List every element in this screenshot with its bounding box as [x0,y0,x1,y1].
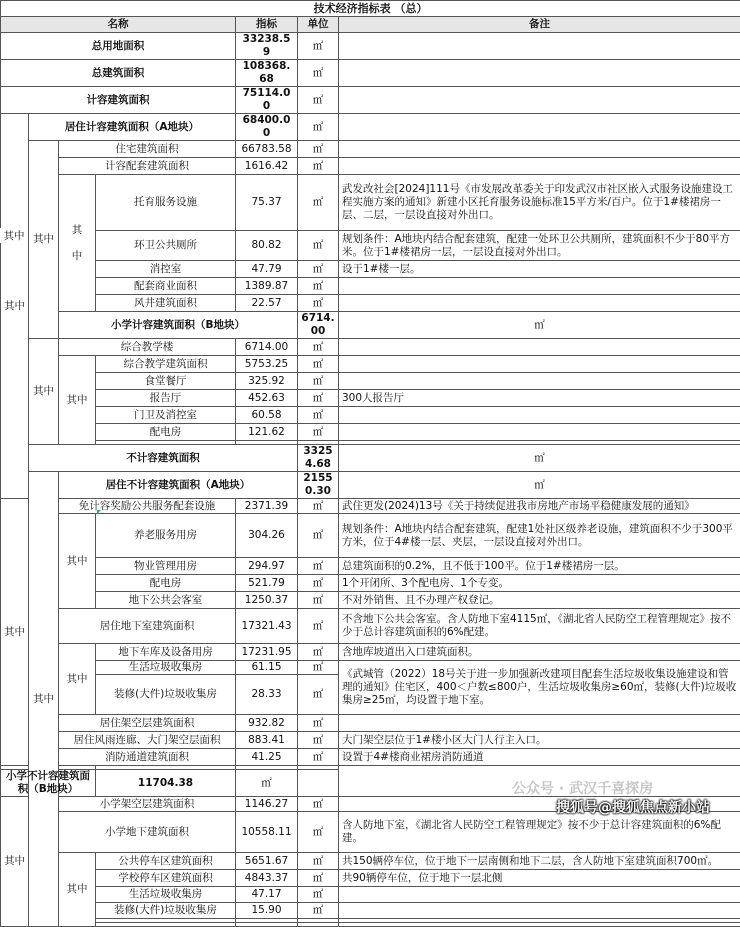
row-note: 共150辆停车位，位于地下一层南侧和地下二层，含人防地下室建筑面积700㎡。 [339,853,740,870]
row-name: 装修(大件)垃圾收集房 [96,903,236,919]
row-unit: ㎡ [298,558,339,575]
row-note: 300人报告厅 [339,390,740,407]
row-name: 不计容建筑面积 [29,445,298,472]
row-unit: ㎡ [298,749,339,766]
group-label-nonfar: 其中 [29,472,59,927]
row-unit: ㎡ [339,312,740,339]
row-value: 22.57 [236,295,298,312]
row-value: 21550.30 [298,472,339,499]
row-note: 武发改社会[2024]111号《市发展改革委关于印发武汉市社区嵌入式服务设施建设工程实施方案的通知》新建小区托育服务设施标准15平方米/百户。位于1#楼裙房一层、二层，一层设直接对外出口。 [339,175,740,231]
row-name: 门卫及消控室 [96,407,236,424]
row-unit: ㎡ [298,903,339,919]
row-unit: ㎡ [339,445,740,472]
row-unit: ㎡ [298,278,339,295]
group-label-school: 其中 [29,339,59,445]
row-note: 不对外销售、且不办理产权登记。 [339,592,740,609]
row-note: 设于1#楼一层。 [339,261,740,278]
row-note: 含地库坡道出入口建筑面积。 [339,644,740,661]
row-value: 33254.68 [298,445,339,472]
row-name: 消控室 [96,261,236,278]
row-unit: ㎡ [298,499,339,514]
row-name: 物业管理用房 [96,558,236,575]
header-index: 指标 [236,17,298,33]
row-unit: ㎡ [339,472,740,499]
row-unit: ㎡ [298,797,339,812]
row-value: 47.17 [236,887,298,903]
row-note [339,715,740,732]
row-value: 15.90 [236,903,298,919]
row-unit: ㎡ [298,732,339,749]
row-note [339,278,740,295]
row-name: 住宅建筑面积 [59,141,236,158]
row-name: 学校停车区建筑面积 [96,870,236,887]
row-value: 6714.00 [298,312,339,339]
row-note: 设置于4#楼商业裙房消防通道 [339,749,740,766]
header-note: 备注 [339,17,740,33]
row-unit: ㎡ [298,339,339,356]
row-unit: ㎡ [298,424,339,441]
row-note [339,356,740,373]
row-unit: ㎡ [298,261,339,278]
row-note [339,407,740,424]
row-note [339,373,740,390]
row-note [339,141,740,158]
row-name: 生活垃圾收集房 [96,887,236,903]
row-name: 小学地下建筑面积 [59,812,236,853]
row-value: 68400.00 [236,114,298,141]
row-unit: ㎡ [298,407,339,424]
row-unit: ㎡ [298,514,339,558]
row-note [339,87,740,114]
row-unit: ㎡ [298,675,339,715]
row-name: 居住计容建筑面积（A地块） [29,114,236,141]
row-name: 配电房 [96,575,236,592]
row-name: 小学不计容建筑面积（B地块） [1,770,96,797]
row-unit: ㎡ [236,770,298,797]
row-value: 5651.67 [236,853,298,870]
group-label-support: 其 中 [59,175,96,312]
row-note: 总建筑面积的0.2%，且不低于100平。位于1#楼裙房一层。 [339,558,740,575]
group-label-school-base: 其中 [59,853,96,927]
row-note [339,114,740,141]
row-unit: ㎡ [298,390,339,407]
row-unit: ㎡ [298,295,339,312]
row-unit: ㎡ [298,609,339,644]
row-value: 452.63 [236,390,298,407]
row-value: 1146.27 [236,797,298,812]
row-unit: ㎡ [298,60,339,87]
row-unit: ㎡ [298,141,339,158]
row-value: 883.41 [236,732,298,749]
row-unit: ㎡ [298,812,339,853]
group-label-teaching: 其中 [59,356,96,445]
row-value: 80.82 [236,231,298,261]
row-note [339,903,740,919]
row-unit: ㎡ [298,114,339,141]
row-name: 小学计容建筑面积（B地块） [59,312,298,339]
row-note [339,158,740,175]
row-unit: ㎡ [298,644,339,661]
row-unit: ㎡ [298,592,339,609]
row-note [339,60,740,87]
row-unit: ㎡ [298,356,339,373]
row-value: 28.33 [236,675,298,715]
row-value: 33238.59 [236,33,298,60]
row-note: 规划条件：A地块内结合配套建筑，配建一处环卫公共厕所，建筑面积不少于80平方米。位于1#楼裙房一层，一层设直接对外出口。 [339,231,740,261]
group-label-far: 其中 [1,114,29,499]
row-name: 养老服务用房 [96,514,236,558]
row-value: 11704.38 [96,770,236,797]
row-note: 1个开闭所、3个配电房、1个专变。 [339,575,740,592]
group-label-res: 其中 [29,141,59,339]
row-note [339,295,740,312]
row-note [339,33,740,60]
row-unit: ㎡ [298,175,339,231]
group-label-exempt: 其中 [59,514,96,609]
row-note [339,424,740,441]
row-unit: ㎡ [298,870,339,887]
row-note: 大门架空层位于1#楼小区大门人行主入口。 [339,732,740,749]
row-value: 304.26 [236,514,298,558]
row-name: 环卫公共厕所 [96,231,236,261]
row-name: 小学架空层建筑面积 [59,797,236,812]
group-label-basement: 其中 [59,644,96,715]
row-name: 居住风雨连廊、大门架空层面积 [59,732,236,749]
cell-marker-icon [97,510,101,514]
row-value: 1616.42 [236,158,298,175]
row-unit: ㎡ [298,887,339,903]
group-label-res-nonfar: 其中 [1,499,29,766]
watermark-bottom: 搜狐号@搜狐焦点新小站 [556,797,710,817]
row-name: 食堂餐厅 [96,373,236,390]
row-value: 521.79 [236,575,298,592]
row-unit: ㎡ [298,853,339,870]
row-name: 地下车库及设备用房 [96,644,236,661]
row-note: 不含地下公共会客室。含人防地下室4115㎡，《湖北省人民防空工程管理规定》按不少于总计容建筑面积的6%配建。 [339,609,740,644]
row-value: 108368.68 [236,60,298,87]
row-unit: ㎡ [298,373,339,390]
row-note: 含人防地下室，《湖北省人民防空工程管理规定》按不少于总计容建筑面积的6%配建。 [339,812,740,853]
row-unit: ㎡ [298,158,339,175]
row-name: 计容配套建筑面积 [59,158,236,175]
row-name: 居住不计容建筑面积（A地块） [59,472,298,499]
row-name: 总用地面积 [1,33,236,60]
row-value: 325.92 [236,373,298,390]
row-value: 10558.11 [236,812,298,853]
row-name: 总建筑面积 [1,60,236,87]
row-value: 5753.25 [236,356,298,373]
row-name: 地下公共会客室 [96,592,236,609]
row-note: 规划条件：A地块内结合配套建筑，配建1处社区级养老设施，建筑面积不少于300平方米，位于4#楼一层、夹层，一层设直接对外出口。 [339,514,740,558]
row-value: 1389.87 [236,278,298,295]
row-unit: ㎡ [298,231,339,261]
row-name: 公共停车区建筑面积 [96,853,236,870]
row-note [339,887,740,903]
row-name: 综合教学楼 [59,339,236,356]
row-note [298,770,339,797]
row-value: 294.97 [236,558,298,575]
row-name: 托育服务设施 [96,175,236,231]
row-name: 居住地下室建筑面积 [59,609,236,644]
row-value: 4843.37 [236,870,298,887]
row-unit: ㎡ [298,715,339,732]
row-value: 17321.43 [236,609,298,644]
row-name: 风井建筑面积 [96,295,236,312]
header-name: 名称 [1,17,236,33]
row-value: 932.82 [236,715,298,732]
row-value: 60.58 [236,407,298,424]
row-name: 报告厅 [96,390,236,407]
row-value: 47.79 [236,261,298,278]
row-name: 配套商业面积 [96,278,236,295]
row-name: 生活垃圾收集房 [96,661,236,675]
row-value: 17231.95 [236,644,298,661]
row-value: 75.37 [236,175,298,231]
watermark-top: 公众号 · 武汉千喜探房 [512,778,653,798]
row-name: 装修(大件)垃圾收集房 [96,675,236,715]
row-name: 免计容奖励公共服务配套设施 [59,499,236,514]
row-value: 66783.58 [236,141,298,158]
row-note [339,339,740,356]
row-value: 1250.37 [236,592,298,609]
row-value: 121.62 [236,424,298,441]
row-name: 居住架空层建筑面积 [59,715,236,732]
row-value: 2371.39 [236,499,298,514]
row-name: 计容建筑面积 [1,87,236,114]
row-note: 共90辆停车位，位于地下一层北侧 [339,870,740,887]
row-value: 41.25 [236,749,298,766]
row-unit: ㎡ [298,33,339,60]
row-value: 6714.00 [236,339,298,356]
header-unit: 单位 [298,17,339,33]
row-unit: ㎡ [298,661,339,675]
outer-group-label-far: 其中 [0,228,28,243]
row-name: 消防通道建筑面积 [59,749,236,766]
row-value: 61.15 [236,661,298,675]
row-unit: ㎡ [298,575,339,592]
row-value: 75114.00 [236,87,298,114]
group-label-school-nonfar: 其中 [1,797,29,927]
row-note: 《武城管（2022）18号关于进一步加强新改建项目配套生活垃圾收集设施建设和管理的通知》住宅区，400＜户数≤800户，生活垃圾收集房≥60㎡，装修(大件)垃圾收集房≥25㎡，均设置于地下室。 [339,661,740,715]
row-name: 配电房 [96,424,236,441]
row-unit: ㎡ [298,87,339,114]
row-note: 武住更发(2024)13号《关于持续促进我市房地产市场平稳健康发展的通知》 [339,499,740,514]
row-name: 综合教学建筑面积 [96,356,236,373]
table-title: 技术经济指标表 （总） [1,1,740,17]
